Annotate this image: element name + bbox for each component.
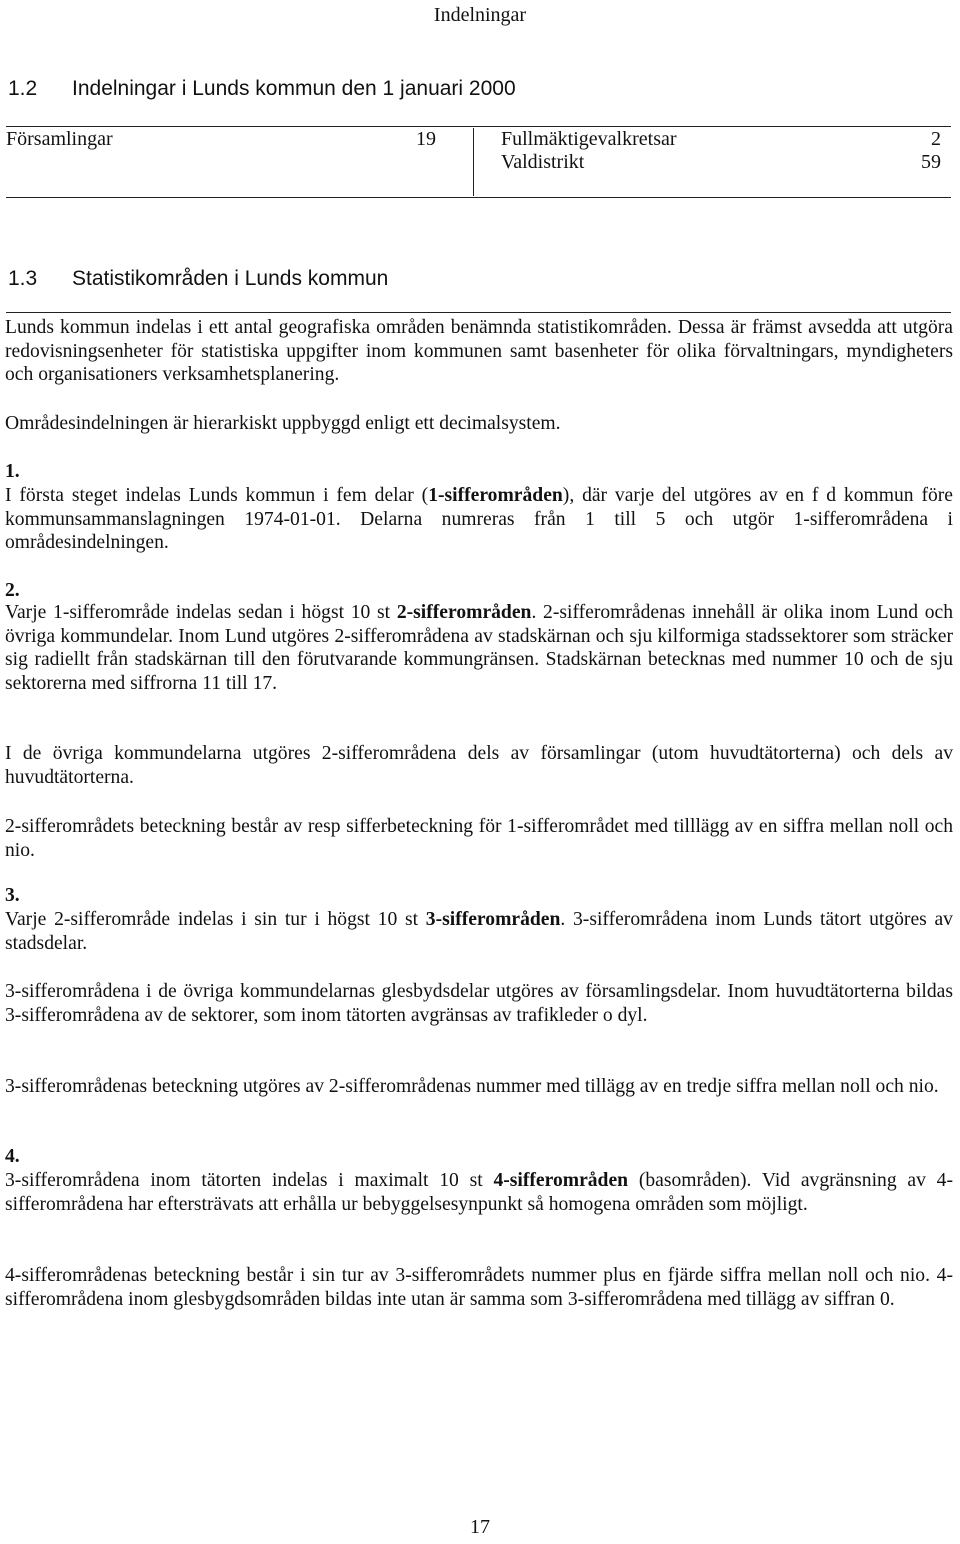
text-run: (basområden). Vid avgränsning av 4-sifferområdena har eftersträvats att erhålla ur bebyggelsesynpunkt så homogena områden som möjligt. <box>5 1170 953 1215</box>
text-run: I första steget indelas Lunds kommun i fem delar ( <box>5 485 429 506</box>
table-cell-value: 2 <box>931 128 941 150</box>
table-bottom-rule <box>6 197 951 198</box>
paragraph: 4-sifferområdenas beteckning består i sin tur av 3-sifferområdets nummer plus en fjärde siffra mellan noll och nio. 4-sifferområdena inom glesbygdsområden bildas inte utan är samma som 3-sifferområdena med tillägg av siffran 0. <box>5 1265 953 1310</box>
table-column-divider <box>473 128 474 196</box>
paragraph <box>5 601 953 695</box>
paragraph: 2-sifferområdets beteckning består av resp sifferbeteckning för 1-sifferområdet med tilllägg av en siffra mellan noll och nio. <box>5 816 953 861</box>
paragraph: Områdesindelningen är hierarkiskt uppbyggd enligt ett decimalsystem. <box>5 413 561 434</box>
paragraph: I de övriga kommundelarna utgöres 2-sifferområdena dels av församlingar (utom huvudtätorterna) och dels av huvudtätorterna. <box>5 743 953 788</box>
section-rule <box>6 312 951 313</box>
section-title: Statistikområden i Lunds kommun <box>72 267 389 290</box>
table-cell-value: 59 <box>921 151 941 173</box>
text-run: . 3-sifferområdena inom Lunds tätort utgöres av stadsdelar. <box>5 909 953 954</box>
table-cell-value: 19 <box>416 128 436 150</box>
table-top-rule <box>6 126 951 127</box>
section-title: Indelningar i Lunds kommun den 1 januari 2000 <box>72 77 516 100</box>
table-cell-label: Valdistrikt <box>501 151 585 173</box>
level-marker: 1. <box>5 461 20 482</box>
term-bold: 1-sifferområden <box>428 485 563 506</box>
table-cell-label: Fullmäktigevalkretsar <box>501 128 677 150</box>
text-run: 3-sifferområdena inom tätorten indelas i maximalt 10 st <box>5 1170 494 1191</box>
term-bold: 3-sifferområden <box>425 909 561 930</box>
level-marker: 3. <box>5 885 20 906</box>
term-bold: 4-sifferområden <box>493 1170 629 1191</box>
table-cell-label: Församlingar <box>6 128 113 150</box>
section-number: 1.2 <box>8 77 38 100</box>
paragraph <box>5 908 953 955</box>
paragraph <box>5 484 953 555</box>
section-1-3-heading <box>8 266 388 292</box>
level-marker: 4. <box>5 1146 20 1167</box>
term-bold: 2-sifferområden <box>396 602 532 623</box>
text-run: Varje 1-sifferområde indelas sedan i högst 10 st <box>5 602 397 623</box>
paragraph: Lunds kommun indelas i ett antal geografiska områden benämnda statistikområden. Dessa är främst avsedda att utgöra redovisningsenheter för statistiska uppgifter inom kommunen samt basenheter för olika förvaltningars, myndigheters och organisationers verksamhetsplanering. <box>5 317 953 385</box>
paragraph: 3-sifferområdenas beteckning utgöres av 2-sifferområdenas nummer med tillägg av en tredje siffra mellan noll och nio. <box>5 1076 939 1097</box>
running-head: Indelningar <box>433 4 527 26</box>
text-run: . 2-sifferområdenas innehåll är olika inom Lund och övriga kommundelar. Inom Lund utgöres 2-sifferområdena av stadskärnan och sju kilformiga stadssektorer som sträcker sig radiellt från stadskärnan till den förutvarande kommungränsen. Stadskärnan betecknas med nummer 10 och de sju sektorerna med siffrorna 11 till 17. <box>5 602 953 694</box>
text-run: Varje 2-sifferområde indelas i sin tur i högst 10 st <box>5 909 426 930</box>
section-1-2-heading <box>8 76 516 102</box>
paragraph: 3-sifferområdena i de övriga kommundelarnas glesbydsdelar utgöres av församlingsdelar. Inom huvudtätorterna bildas 3-sifferområdena av de sektorer, som inom tätorten avgränsas av trafikleder o dyl. <box>5 981 953 1026</box>
page-number: 17 <box>470 1516 490 1538</box>
level-marker: 2. <box>5 580 20 601</box>
section-number: 1.3 <box>8 267 38 290</box>
paragraph <box>5 1169 953 1216</box>
text-run: ), där varje del utgöres av en f d kommun före kommunsammanslagningen 1974-01-01. Delarna numreras från 1 till 5 och utgör 1-sifferområdena i områdesindelningen. <box>5 485 953 553</box>
